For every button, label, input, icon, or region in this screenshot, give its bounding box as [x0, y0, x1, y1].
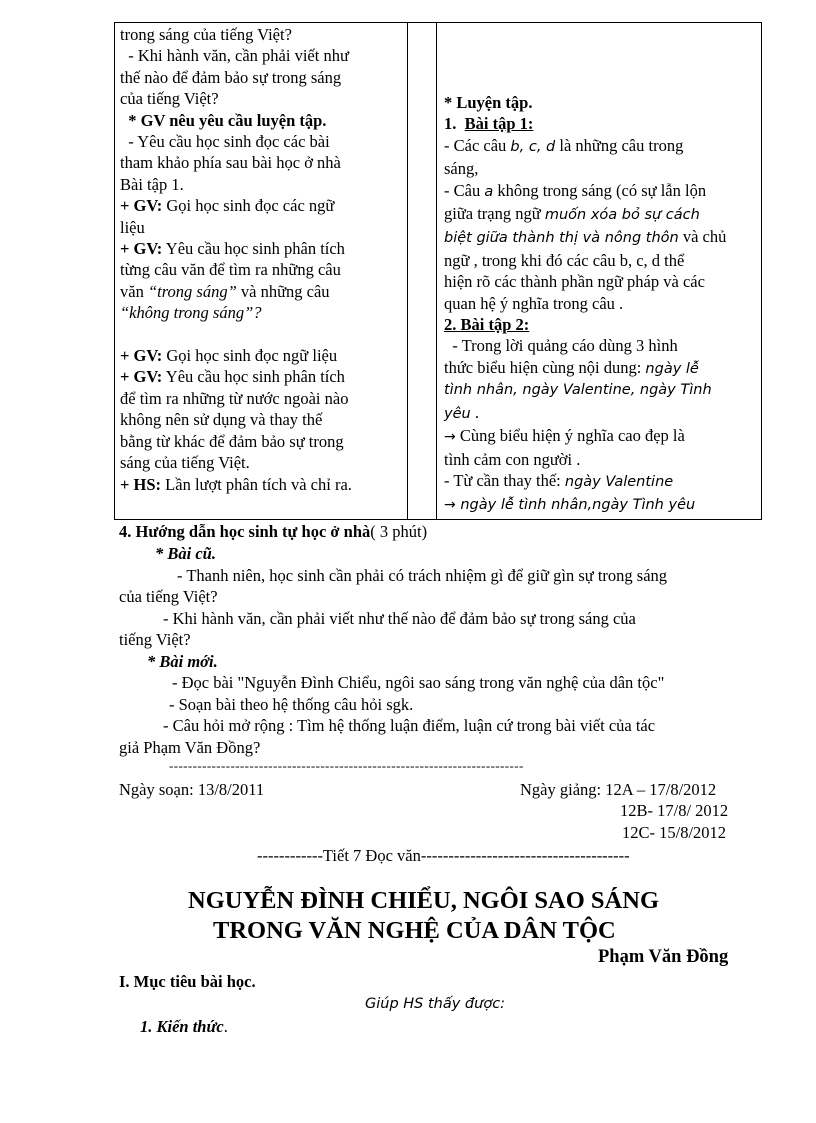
old-lesson-label: * Bài cũ. — [155, 544, 216, 563]
right-line: - Trong lời quảng cáo dùng 3 hình — [444, 336, 678, 356]
new-lesson-label: * Bài mới. — [147, 652, 218, 671]
arrow-icon: → — [444, 429, 456, 446]
right-line: sáng, — [444, 159, 479, 179]
knowledge-heading — [140, 1016, 228, 1037]
right-line: ngữ , trong khi đó các câu b, c, d thể — [444, 250, 685, 270]
right-line — [444, 180, 754, 203]
right-line — [444, 135, 754, 158]
right-text: giữa trạng ngữ — [444, 204, 545, 224]
table-border-bottom — [114, 519, 762, 520]
left-text: Lần lượt phân tích và chỉ ra. — [161, 474, 352, 494]
homework-question: - Thanh niên, học sinh cần phải có trách nhiệm gì để giữ gìn sự trong sáng — [177, 566, 668, 585]
objectives-intro: Giúp HS thấy được: — [365, 996, 506, 1012]
left-line: trong sáng của tiếng Việt? — [120, 25, 292, 44]
lesson-period-line: ------------Tiết 7 Đọc văn-------------------------------------- — [257, 846, 630, 865]
right-text: thức biểu hiện cùng nội dung: — [444, 357, 646, 377]
left-line: liệu — [120, 217, 145, 237]
arrow-icon: → — [444, 497, 456, 514]
knowledge-label: 1. Kiến thức — [140, 1017, 224, 1036]
homework-question: - Khi hành văn, cần phải viết như thế nào để đảm bảo sự trong sáng của — [163, 609, 636, 628]
right-line: hiện rõ các thành phần ngữ pháp và các — [444, 272, 705, 292]
left-text: Gọi học sinh đọc ngữ liệu — [162, 346, 338, 366]
new-lesson-task: - Soạn bài theo hệ thống câu hỏi sgk. — [169, 695, 414, 714]
left-line — [120, 195, 400, 216]
left-line: thế nào để đảm bảo sự trong sáng — [120, 67, 342, 87]
right-text: không trong sáng (có sự lẫn lộn — [493, 180, 707, 200]
right-text: . — [470, 402, 479, 422]
left-line — [120, 366, 400, 387]
exercise-1-heading — [444, 113, 754, 134]
left-line — [120, 474, 400, 495]
left-line: để tìm ra những từ nước ngoài nào — [120, 388, 349, 408]
left-text: văn — [120, 281, 148, 301]
right-line — [444, 226, 754, 249]
right-text: và chủ — [678, 227, 727, 247]
left-line: tham khảo phía sau bài học ở nhà — [120, 153, 341, 173]
exercise-number: 1. — [444, 114, 457, 134]
left-text: Yêu cầu học sinh phân tích — [162, 367, 345, 387]
teaching-date: 12C- 15/8/2012 — [622, 823, 727, 842]
left-line: - Khi hành văn, cần phải viết như — [120, 46, 349, 66]
left-line: - Yêu cầu học sinh đọc các bài — [120, 132, 330, 152]
italic-term: ngày lễ — [645, 360, 699, 377]
role-label: + HS: — [120, 474, 162, 494]
italic-term: b, c, d — [510, 138, 556, 155]
table-divider — [407, 22, 408, 519]
role-label: + GV: — [120, 346, 163, 366]
right-line — [444, 357, 754, 380]
new-lesson-task: - Câu hỏi mở rộng : Tìm hệ thống luận điểm, luận cứ trong bài viết của tác — [163, 716, 656, 735]
teaching-date: 12B- 17/8/ 2012 — [620, 801, 729, 820]
new-lesson-task: giả Phạm Văn Đồng? — [119, 738, 261, 757]
left-text: Yêu cầu học sinh phân tích — [162, 239, 345, 259]
exercise-table — [114, 22, 762, 519]
italic-term: ngày lễ tình nhân,ngày Tình yêu — [455, 497, 696, 514]
section-4-title: 4. Hướng dẫn học sinh tự học ở nhà — [119, 522, 371, 541]
author-name: Phạm Văn Đồng — [598, 947, 729, 967]
teacher-activity-column — [120, 24, 400, 495]
knowledge-dot: . — [223, 1017, 228, 1036]
left-line: không nên sử dụng và thay thế — [120, 410, 323, 430]
right-line — [444, 493, 754, 516]
role-label: + GV: — [120, 196, 163, 216]
practice-heading: * Luyện tập. — [444, 93, 533, 112]
right-line — [444, 402, 754, 425]
role-label: + GV: — [120, 239, 163, 259]
italic-term: ngày Valentine — [564, 473, 674, 490]
prepared-date: Ngày soạn: 13/8/2011 — [119, 780, 265, 799]
right-line: tình nhân, ngày Valentine, ngày Tình — [444, 382, 712, 399]
new-lesson-task: - Đọc bài "Nguyễn Đình Chiểu, ngôi sao sáng trong văn nghệ của dân tộc" — [172, 673, 665, 692]
dash-divider: --------------------------------------------------------------------------- — [169, 758, 524, 773]
left-line — [120, 281, 400, 302]
lesson-title-line-1: NGUYỄN ĐÌNH CHIỂU, NGÔI SAO SÁNG — [188, 887, 660, 914]
right-text: - Từ cần thay thế: — [444, 470, 565, 490]
quote-text: “trong sáng” — [147, 281, 237, 301]
exercise-1-label: Bài tập 1: — [464, 114, 534, 134]
homework-question: của tiếng Việt? — [119, 587, 218, 606]
right-line: tình cảm con người . — [444, 449, 581, 469]
table-border-right — [761, 22, 762, 519]
table-divider — [436, 22, 437, 519]
left-line: sáng của tiếng Việt. — [120, 453, 250, 473]
left-text: và những câu — [236, 281, 330, 301]
right-line — [444, 203, 754, 226]
italic-term: a — [484, 183, 494, 200]
right-line — [444, 425, 754, 448]
right-line — [444, 470, 754, 493]
italic-term: yêu — [444, 405, 471, 422]
right-text: - Các câu — [444, 135, 511, 155]
content-column — [444, 92, 754, 517]
section-4-heading — [119, 521, 427, 542]
section-4-time: ( 3 phút) — [370, 522, 428, 541]
left-line: Bài tập 1. — [120, 174, 184, 194]
objectives-heading: I. Mục tiêu bài học. — [119, 972, 256, 991]
lesson-title-line-2: TRONG VĂN NGHỆ CỦA DÂN TỘC — [213, 917, 616, 944]
right-text: - Câu — [444, 180, 485, 200]
left-text: Gọi học sinh đọc các ngữ — [162, 196, 335, 216]
left-line: của tiếng Việt? — [120, 89, 219, 109]
left-line: từng câu văn để tìm ra những câu — [120, 260, 341, 280]
left-line — [120, 238, 400, 259]
homework-question: tiếng Việt? — [119, 630, 191, 649]
left-line: * GV nêu yêu cầu luyện tập. — [120, 110, 327, 130]
left-line — [120, 345, 400, 366]
right-text: là những câu trong — [555, 135, 684, 155]
italic-term: muốn xóa bỏ sự cách — [544, 207, 700, 224]
left-line: bằng từ khác để đảm bảo sự trong — [120, 431, 344, 451]
right-line: quan hệ ý nghĩa trong câu . — [444, 293, 624, 313]
right-text: Cùng biểu hiện ý nghĩa cao đẹp là — [455, 426, 685, 446]
table-border-top — [114, 22, 762, 23]
blank-line — [120, 324, 400, 345]
table-border-left — [114, 22, 115, 519]
italic-term: biệt giữa thành thị và nông thôn — [444, 230, 679, 247]
exercise-2-heading: 2. Bài tập 2: — [444, 315, 530, 335]
teaching-date: Ngày giảng: 12A – 17/8/2012 — [520, 780, 717, 799]
role-label: + GV: — [120, 367, 163, 387]
left-line: “không trong sáng”? — [120, 303, 262, 323]
